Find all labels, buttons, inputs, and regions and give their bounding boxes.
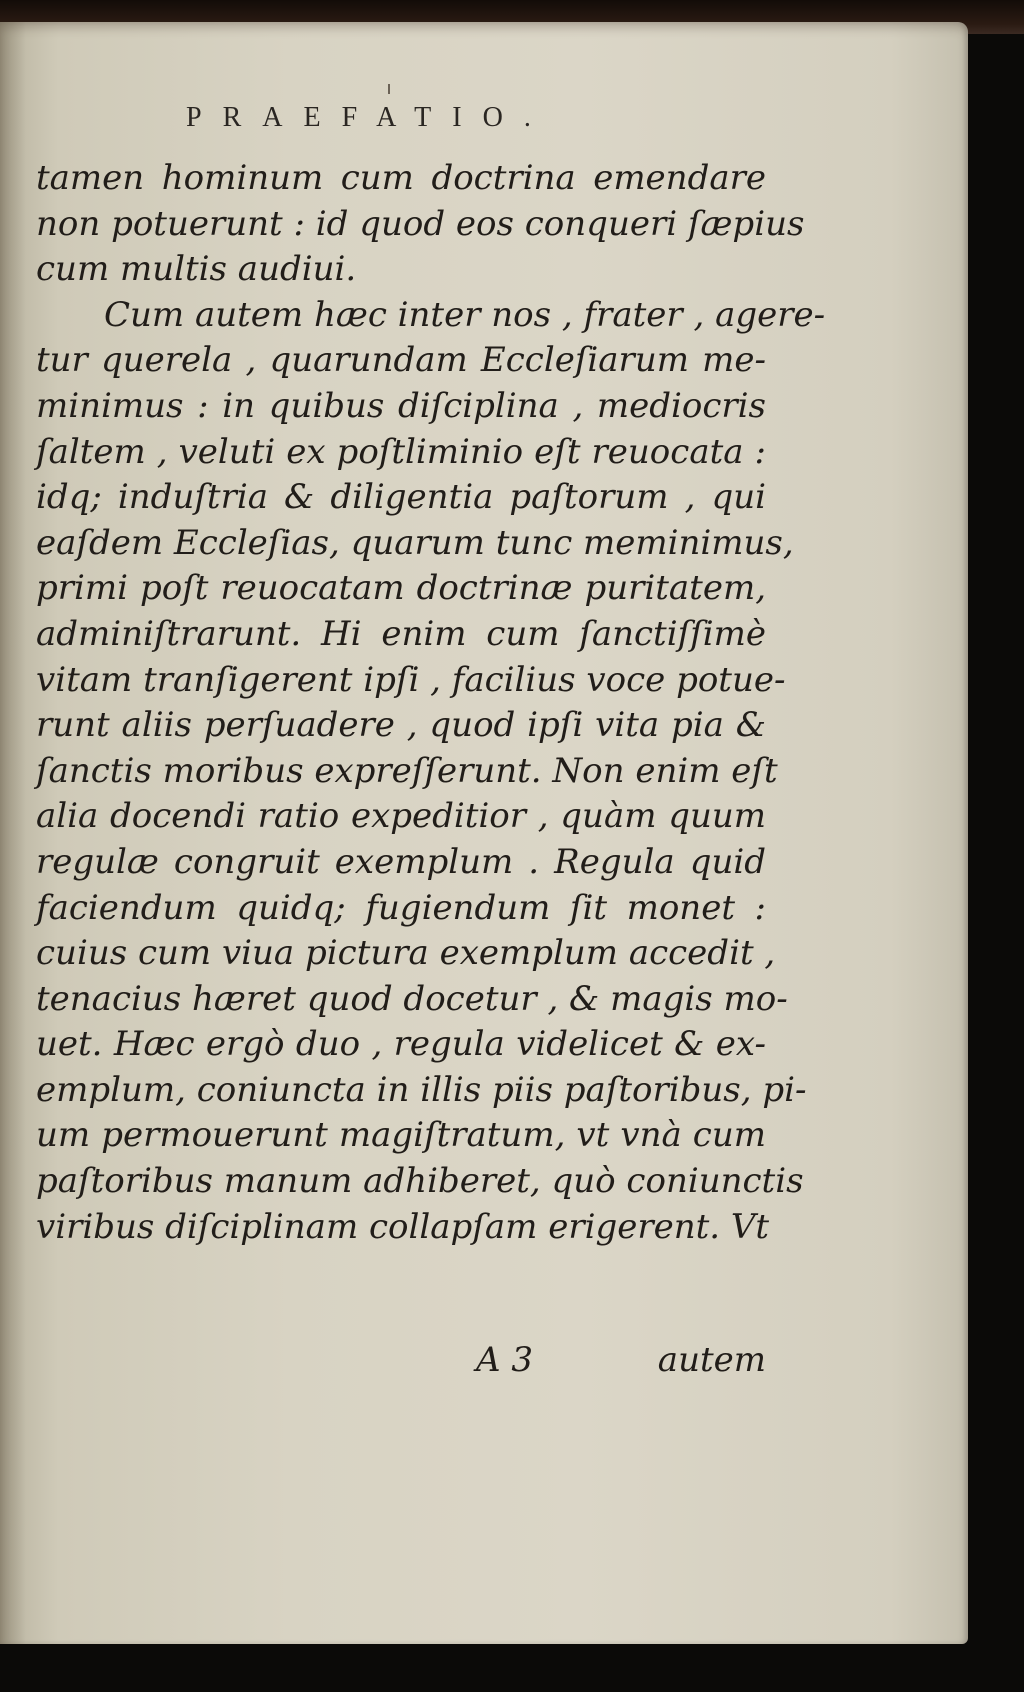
text-line: viribus diſciplinam collapſam erigerent. Vt xyxy=(36,1206,770,1247)
text-line: runt aliis perſuadere , quod ipſi vita pia & xyxy=(36,705,766,746)
text-line: tamen hominum cum doctrina emendare xyxy=(36,158,766,198)
signature-mark: A 3 xyxy=(476,1340,533,1380)
page-footer xyxy=(36,1340,766,1386)
text-line: tur querela , quarundam Eccleſiarum me- xyxy=(36,340,766,381)
text-line: cuius cum viua pictura exemplum accedit , xyxy=(36,933,776,974)
text-line: cum multis audiui. xyxy=(36,249,357,290)
text-line: adminiſtrarunt. Hi enim cum ſanctiſſimè xyxy=(36,613,766,654)
text-line: emplum, coniuncta in illis piis paſtoribus, pi- xyxy=(36,1069,807,1110)
catchword: autem xyxy=(657,1340,766,1380)
text-line: paſtoribus manum adhiberet, quò coniunctis xyxy=(36,1161,804,1202)
text-line: regulæ congruit exemplum . Regula quid xyxy=(36,841,766,882)
text-line: non potuerunt : id quod eos conqueri ſæpius xyxy=(36,203,805,244)
text-line: tenacius hæret quod docetur , & magis mo- xyxy=(36,978,788,1019)
book-page xyxy=(0,22,968,1644)
text-line: ſanctis moribus expreſſerunt. Non enim eſt xyxy=(36,750,778,791)
text-line: vitam tranſigerent ipſi , facilius voce potue- xyxy=(36,659,786,700)
text-line: primi poſt reuocatam doctrinæ puritatem, xyxy=(36,568,766,609)
text-line: ſaltem , veluti ex poſtliminio eſt reuocata : xyxy=(36,431,766,472)
text-line: alia docendi ratio expeditior , quàm quum xyxy=(36,796,766,837)
body-text xyxy=(36,156,826,1250)
text-line: um permouerunt magiſtratum, vt vnà cum xyxy=(36,1115,766,1156)
text-line: eaſdem Eccleſias, quarum tunc meminimus, xyxy=(36,522,794,563)
running-head: PRAEFATIO. xyxy=(186,102,552,133)
text-line: faciendum quidq; fugiendum ſit monet : xyxy=(36,887,766,928)
text-line: minimus : in quibus diſciplina , mediocris xyxy=(36,385,766,426)
text-line: uet. Hæc ergò duo , regula videlicet & ex- xyxy=(36,1024,766,1065)
text-line: Cum autem hæc inter nos , frater , agere- xyxy=(104,294,826,335)
ink-speck xyxy=(388,84,390,94)
text-line: idq; induſtria & diligentia paſtorum , qui xyxy=(36,477,766,518)
